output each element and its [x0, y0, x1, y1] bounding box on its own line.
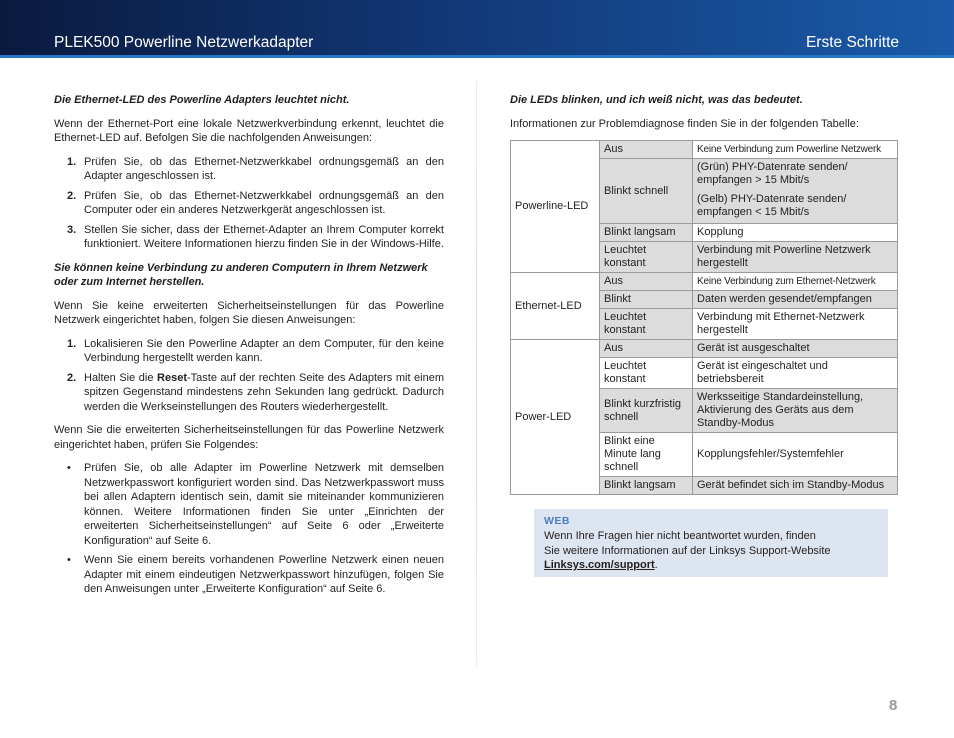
table-meaning-cell: Verbindung mit Powerline Netzwerk hergestellt: [693, 242, 898, 273]
numbered-list: [54, 155, 444, 252]
table-state-cell: Blinkt langsam: [600, 477, 693, 495]
paragraph: Wenn Sie keine erweiterten Sicherheitseinstellungen für das Powerline Netzwerk eingerichtet haben, folgen Sie diesen Anweisungen:: [54, 299, 444, 326]
reset-key-label: Reset: [157, 371, 187, 384]
list-item-text: Lokalisieren Sie den Powerline Adapter an dem Computer, für den keine Verbindung hergestellt werden kann.: [84, 337, 444, 364]
table-state-cell: Aus: [600, 340, 693, 358]
list-item-text: Prüfen Sie, ob das Ethernet-Netzwerkkabel ordnungsgemäß an den Adapter angeschlossen ist.: [84, 155, 444, 182]
table-row: [511, 141, 898, 159]
page-number: 8: [889, 697, 898, 714]
table-state-cell: Blinkt langsam: [600, 224, 693, 242]
table-meaning-cell: (Grün) PHY-Datenrate senden/ empfangen > 15 Mbit/s: [693, 159, 898, 192]
list-item-text: Wenn Sie einem bereits vorhandenen Powerline Netzwerk einen neuen Adapter mit einem eindeutigen Netzwerkpasswort hinzufügen, folgen Sie den Anweisungen unter „Erweiterte Konfiguration“ auf Seite 6.: [84, 554, 444, 595]
list-item-text: Prüfen Sie, ob das Ethernet-Netzwerkkabel ordnungsgemäß an den Computer oder ein anderes Netzwerkgerät angeschlossen ist.: [84, 189, 444, 216]
support-link[interactable]: Linksys.com/support: [544, 559, 655, 571]
table-state-cell: Blinkt: [600, 291, 693, 309]
table-group-cell: Power-LED: [511, 340, 600, 495]
heading-ethernet-led: Die Ethernet-LED des Powerline Adapters leuchtet nicht.: [54, 94, 350, 106]
table-meaning-cell: Verbindung mit Ethernet-Netzwerk hergestellt: [693, 309, 898, 340]
table-meaning-cell: Gerät ist ausgeschaltet: [693, 340, 898, 358]
section-title: Erste Schritte: [805, 34, 899, 51]
list-item: [54, 461, 444, 548]
right-column: [510, 93, 898, 495]
list-item-text: Halten Sie die: [84, 371, 158, 384]
paragraph: Informationen zur Problemdiagnose finden Sie in der folgenden Tabelle:: [510, 117, 859, 130]
paragraph: Wenn Sie die erweiterten Sicherheitseinstellungen für das Powerline Netzwerk eingerichtet haben, prüfen Sie Folgendes:: [54, 424, 444, 451]
list-number: 1.: [67, 337, 77, 350]
table-row: [511, 340, 898, 358]
list-item: [54, 553, 444, 597]
list-number: 2.: [67, 189, 77, 202]
table-state-cell: Aus: [600, 141, 693, 159]
bullet-icon: •: [67, 554, 71, 566]
table-meaning-cell: Keine Verbindung zum Powerline Netzwerk: [693, 141, 898, 159]
table-state-cell: Blinkt schnell: [600, 159, 693, 224]
list-item: [54, 155, 444, 184]
led-status-table: [510, 140, 898, 495]
table-group-cell: Powerline-LED: [511, 141, 600, 273]
header-accent-bar: [0, 55, 954, 58]
list-item: [54, 223, 444, 252]
bullet-list: [54, 461, 444, 597]
list-item-text: Stellen Sie sicher, dass der Ethernet-Adapter an Ihrem Computer korrekt funktioniert. Weitere Informationen hierzu finden Sie in der Windows-Hilfe.: [84, 223, 444, 250]
table-meaning-cell: Kopplungsfehler/Systemfehler: [693, 433, 898, 477]
heading-no-connection: Sie können keine Verbindung zu anderen Computern in Ihrem Netzwerk oder zum Internet herstellen.: [54, 261, 428, 288]
list-item: [54, 337, 444, 366]
period: .: [654, 559, 658, 571]
list-item-text: -Taste auf der rechten Seite des Adapters mit einem spitzen Gegenstand mindestens zehn Sekunden lang gedrückt. Dadurch werden die Werkseinstellungen des Routers wiederhergestellt.: [84, 371, 445, 413]
table-state-cell: Blinkt eine Minute lang schnell: [600, 433, 693, 477]
bullet-icon: •: [67, 462, 71, 474]
table-group-cell: Ethernet-LED: [511, 273, 600, 340]
table-state-cell: Leuchtet konstant: [600, 242, 693, 273]
list-item: [54, 189, 444, 218]
list-item-text: Prüfen Sie, ob alle Adapter im Powerline Netzwerk mit demselben Netzwerkpasswort konfiguriert worden sind. Das Netzwerkpasswort muss bei allen Adaptern identisch sein, damit sie miteinander kommunizieren können. Weitere Informationen finden Sie unter „Einrichten der erweiterten Sicherheitseinstellungen“ auf Seite 6 oder „Erweiterte Konfiguration“ auf Seite 6.: [84, 462, 444, 547]
table-state-cell: Aus: [600, 273, 693, 291]
table-meaning-cell: Daten werden gesendet/empfangen: [693, 291, 898, 309]
web-info-box: [534, 509, 888, 577]
list-number: 3.: [67, 223, 77, 236]
numbered-list: [54, 337, 444, 415]
list-item: [54, 371, 444, 415]
list-number: 2.: [67, 371, 77, 384]
table-meaning-cell: Gerät ist eingeschaltet und betriebsbereit: [693, 358, 898, 389]
table-meaning-cell: Werksseitige Standardeinstellung, Aktivierung des Geräts aus dem Standby-Modus: [693, 389, 898, 433]
web-text: [544, 529, 831, 573]
table-meaning-cell: Keine Verbindung zum Ethernet-Netzwerk: [693, 273, 898, 291]
web-label: WEB: [544, 515, 570, 527]
table-row: [511, 273, 898, 291]
list-number: 1.: [67, 155, 77, 168]
web-line: Sie weitere Informationen auf der Linksys Support-Website: [544, 544, 831, 557]
web-line: [544, 558, 831, 573]
heading-leds-blinking: Die LEDs blinken, und ich weiß nicht, was das bedeutet.: [510, 94, 803, 106]
column-divider: [476, 80, 477, 668]
page-header: [0, 0, 954, 58]
document-title: PLEK500 Powerline Netzwerkadapter: [54, 34, 314, 51]
table-meaning-cell: (Gelb) PHY-Datenrate senden/ empfangen < 15 Mbit/s: [693, 191, 898, 224]
table-state-cell: Blinkt kurzfristig schnell: [600, 389, 693, 433]
table-state-cell: Leuchtet konstant: [600, 358, 693, 389]
table-meaning-cell: Kopplung: [693, 224, 898, 242]
paragraph: Wenn der Ethernet-Port eine lokale Netzwerkverbindung erkennt, leuchtet die Ethernet-LED auf. Befolgen Sie die nachfolgenden Anweisungen:: [54, 117, 444, 144]
web-line: Wenn Ihre Fragen hier nicht beantwortet wurden, finden: [544, 530, 816, 542]
table-meaning-cell: Gerät befindet sich im Standby-Modus: [693, 477, 898, 495]
left-column: [54, 93, 444, 606]
table-state-cell: Leuchtet konstant: [600, 309, 693, 340]
